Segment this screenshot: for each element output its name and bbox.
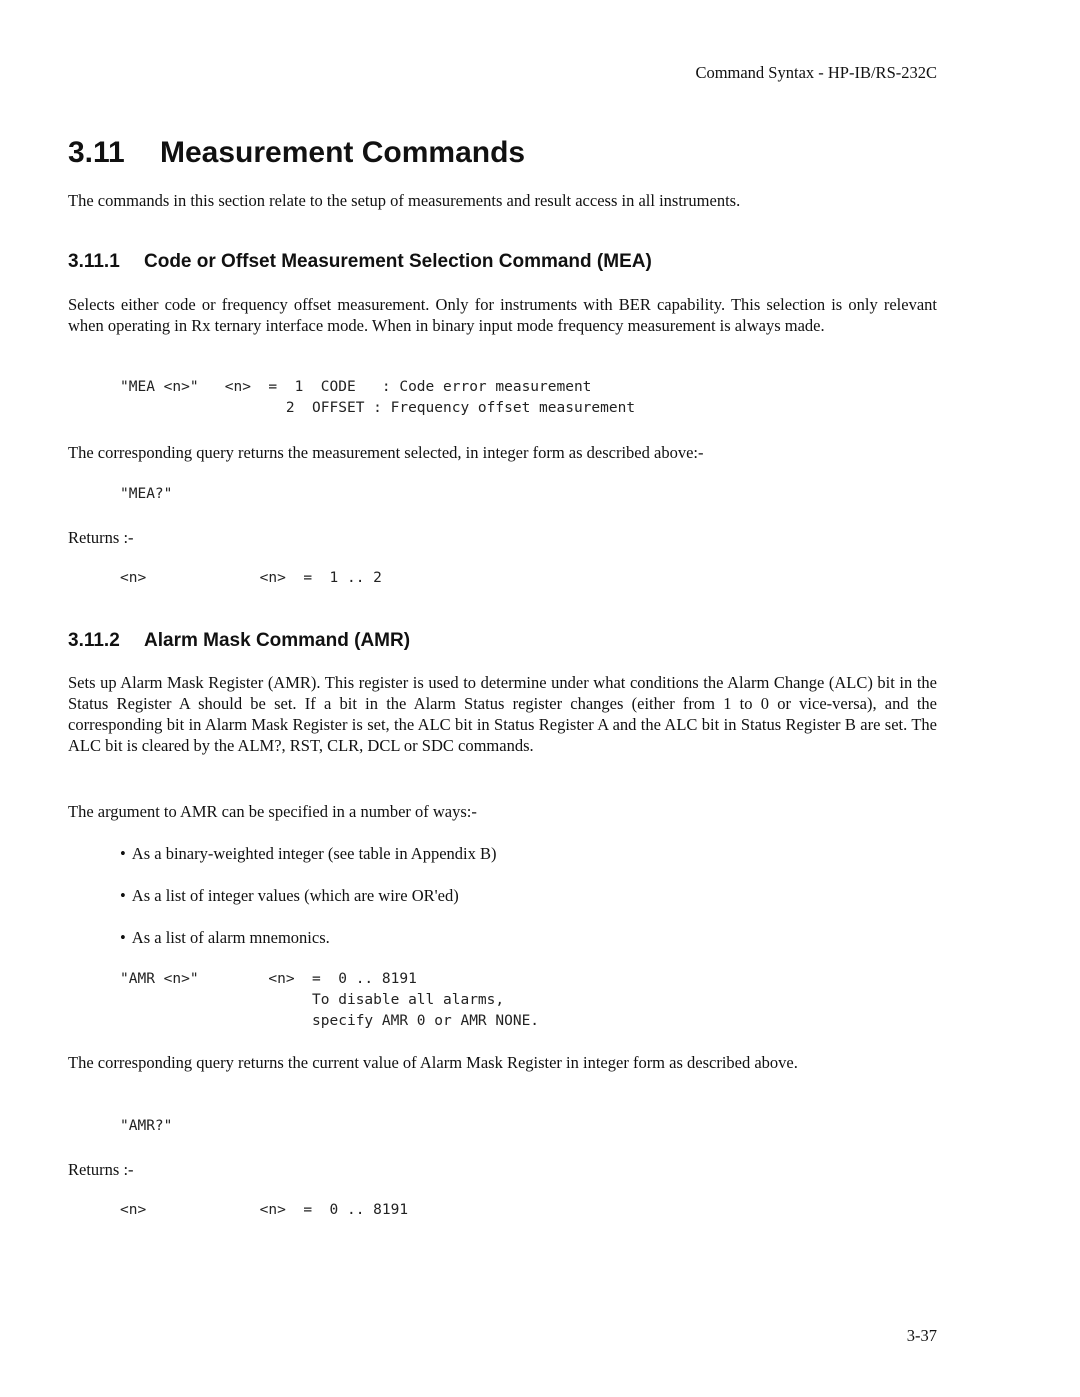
intro-paragraph: The commands in this section relate to the setup of measurements and result access in all instruments. <box>68 191 741 210</box>
mea-number: 3.11.1 <box>68 251 120 272</box>
section-number: 3.11 <box>68 136 125 169</box>
running-header: Command Syntax - HP-IB/RS-232C <box>695 63 937 82</box>
amr-title: Alarm Mask Command (AMR) <box>144 630 411 651</box>
amr-heading <box>68 630 410 652</box>
amr-syntax-line: To disable all alarms, <box>120 992 505 1008</box>
mea-syntax-line: 2 OFFSET : Frequency offset measurement <box>120 400 636 416</box>
section-heading <box>68 136 525 170</box>
mea-returns: <n> <n> = 1 .. 2 <box>120 570 382 586</box>
amr-query: "AMR?" <box>120 1118 173 1134</box>
mea-title: Code or Offset Measurement Selection Command (MEA) <box>144 251 652 272</box>
mea-syntax-line: "MEA <n>" <n> = 1 CODE : Code error measurement <box>120 379 592 395</box>
amr-bullet: • As a list of integer values (which are wire OR'ed) <box>120 885 459 906</box>
mea-query-text: The corresponding query returns the measurement selected, in integer form as described above:- <box>68 443 704 462</box>
amr-number: 3.11.2 <box>68 630 120 651</box>
page-number: 3-37 <box>906 1326 937 1345</box>
amr-bullet: • As a list of alarm mnemonics. <box>120 927 330 948</box>
mea-query: "MEA?" <box>120 486 173 502</box>
amr-returns: <n> <n> = 0 .. 8191 <box>120 1202 409 1218</box>
amr-query-text: The corresponding query returns the current value of Alarm Mask Register in integer form as described above. <box>68 1053 798 1072</box>
amr-description: Sets up Alarm Mask Register (AMR). This register is used to determine under what conditions the Alarm Change (ALC) bit in the Status Register A should be set. If a bit in the Alarm Status register changes (either from 1 to 0 or vice-versa), and the corresponding bit in Alarm Mask Register is set, the ALC bit in Status Register A and the ALC bit in Status Register B are set. The ALC bit is cleared by the ALM?, RST, CLR, DCL or SDC commands. <box>68 673 937 755</box>
amr-argument-text: The argument to AMR can be specified in a number of ways:- <box>68 802 477 821</box>
mea-returns-label: Returns :- <box>68 528 134 547</box>
amr-returns-label: Returns :- <box>68 1160 134 1179</box>
section-title: Measurement Commands <box>160 136 526 169</box>
mea-heading <box>68 251 652 273</box>
amr-syntax-line: "AMR <n>" <n> = 0 .. 8191 <box>120 971 417 987</box>
amr-bullet: • As a binary-weighted integer (see table in Appendix B) <box>120 843 497 864</box>
amr-syntax-line: specify AMR 0 or AMR NONE. <box>120 1013 540 1029</box>
mea-description: Selects either code or frequency offset measurement. Only for instruments with BER capability. This selection is only relevant when operating in Rx ternary interface mode. When in binary input mode frequency measurement is always made. <box>68 295 937 335</box>
